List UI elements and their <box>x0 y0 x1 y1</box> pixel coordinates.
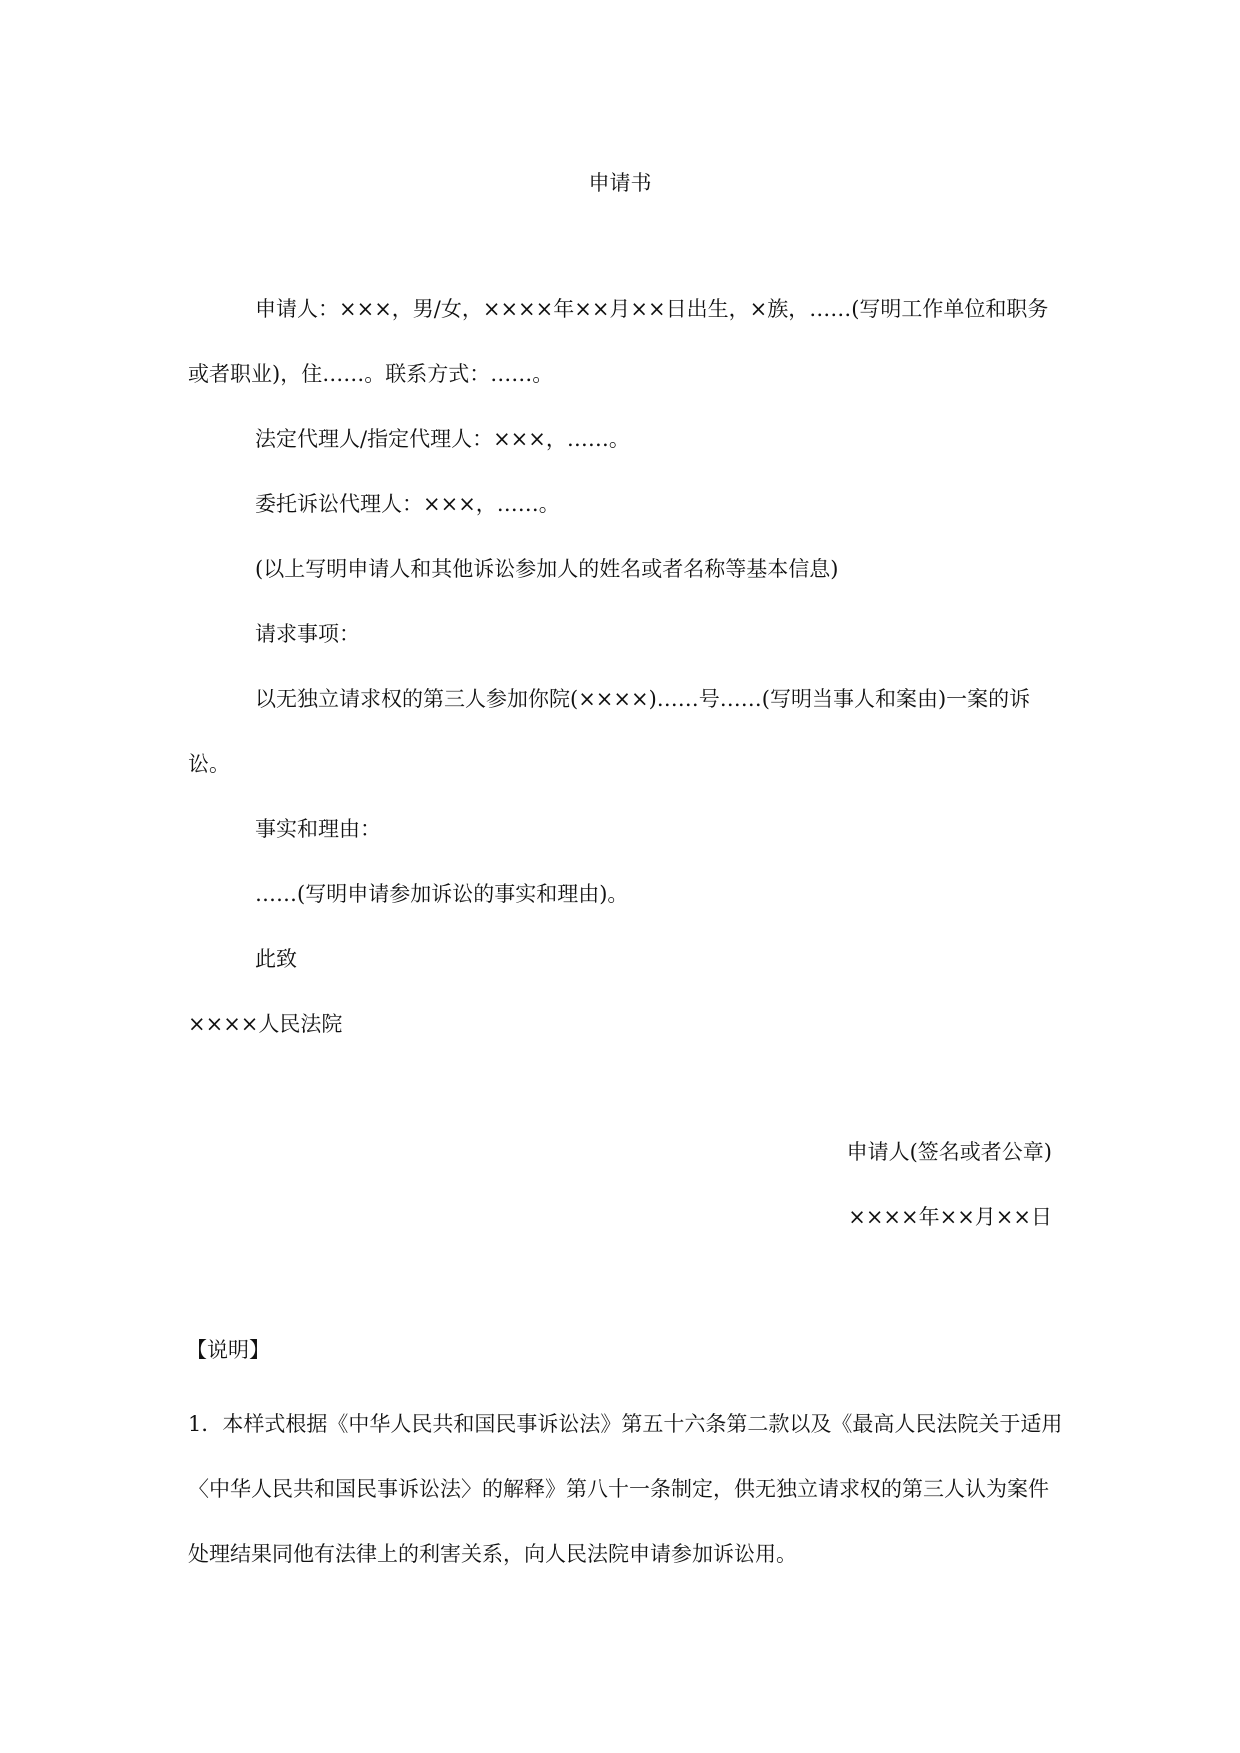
date-line: ××××年××月××日 <box>848 1205 1052 1229</box>
parties-note: (以上写明申请人和其他诉讼参加人的姓名或者名称等基本信息) <box>255 557 839 581</box>
signature-line: 申请人(签名或者公章) <box>846 1140 1052 1164</box>
notes-item: 1．本样式根据《中华人民共和国民事诉讼法》第五十六条第二款以及《最高人民法院关于适用〈中华人民共和国民事诉讼法〉的解释》第八十一条制定，供无独立请求权的第三人认为案件处理结果同他有法律上的利害关系，向人民法院申请参加诉讼用。 <box>188 1412 1063 1566</box>
litigation-agent-info: 委托诉讼代理人：×××，……。 <box>255 492 560 516</box>
applicant-info: 申请人：×××，男/女，××××年××月××日出生，×族，……(写明工作单位和职务或者职业)，住……。联系方式：……。 <box>188 297 1049 386</box>
document-title: 申请书 <box>588 171 652 195</box>
legal-agent-info: 法定代理人/指定代理人：×××，……。 <box>255 427 630 451</box>
claims-heading: 请求事项： <box>255 622 360 646</box>
facts-heading: 事实和理由： <box>255 817 381 841</box>
claims-text: 以无独立请求权的第三人参加你院(××××)……号……(写明当事人和案由)一案的诉讼。 <box>188 687 1031 776</box>
facts-text: ……(写明申请参加诉讼的事实和理由)。 <box>255 882 629 906</box>
court-name: ××××人民法院 <box>188 1012 343 1036</box>
salutation: 此致 <box>255 947 297 971</box>
notes-heading: 【说明】 <box>186 1338 270 1362</box>
